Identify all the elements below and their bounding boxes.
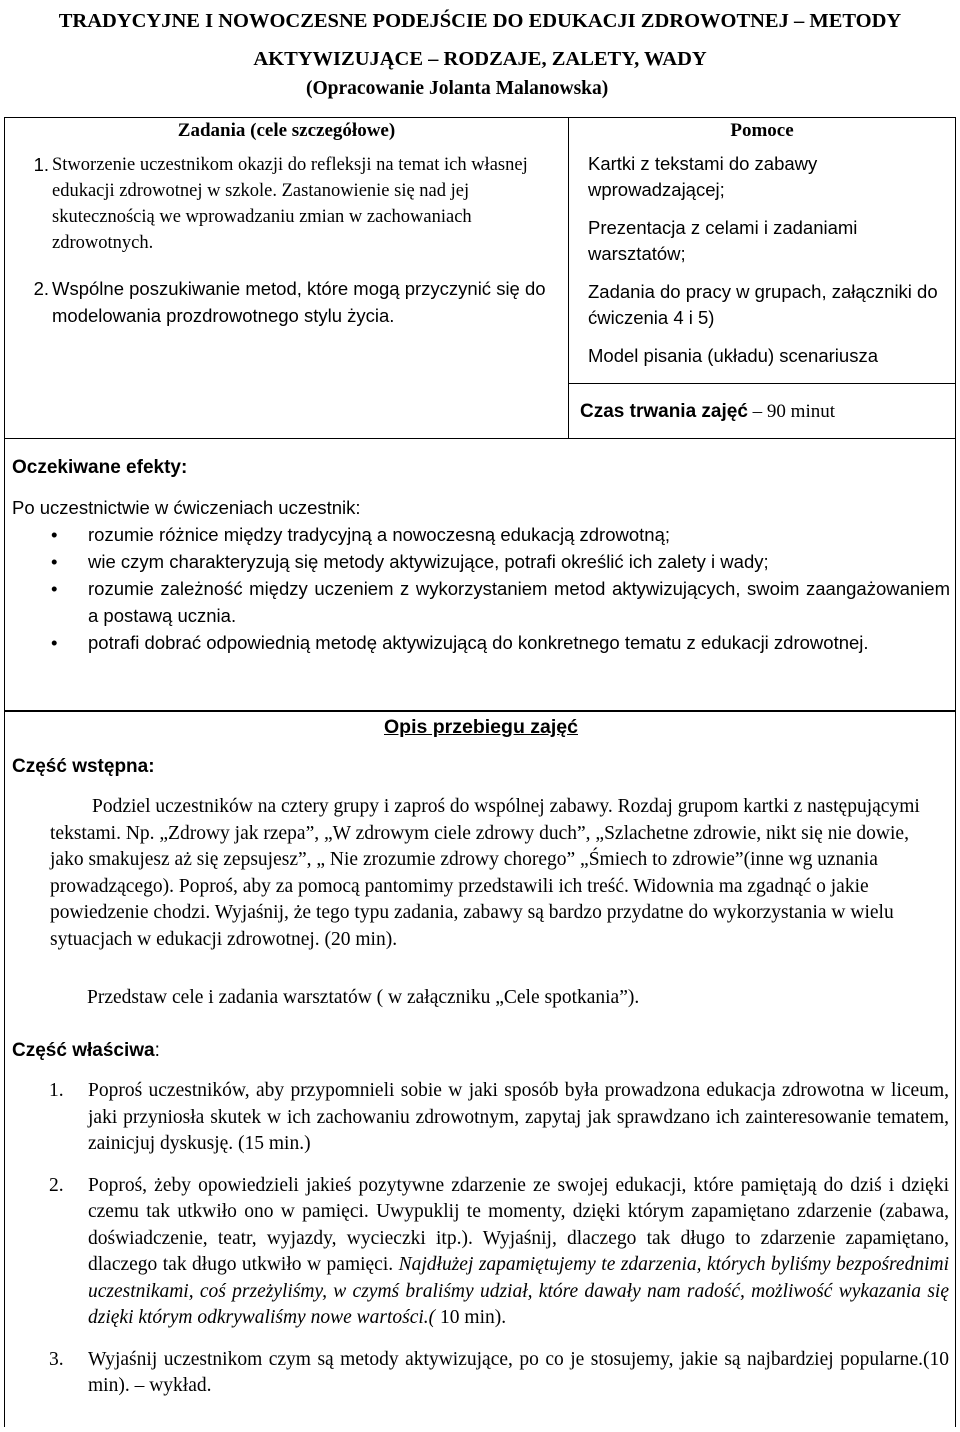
goals-list	[15, 152, 563, 350]
step-tail-text: 10 min).	[435, 1307, 507, 1328]
title-line-2: AKTYWIZUJĄCE – RODZAJE, ZALETY, WADY	[253, 48, 707, 70]
effect-item	[5, 575, 950, 629]
step-text: Wyjaśnij uczestnikom czym są metody aktywizujące, po co je stosujemy, jakie są najbardziej popularne.(10 min). – wykład.	[88, 1348, 949, 1396]
bullet-icon: •	[51, 632, 58, 653]
course-section	[4, 711, 956, 1427]
intro-paragraph-2: Przedstaw cele i zadania warsztatów ( w załączniku „Cele spotkania”).	[87, 987, 640, 1008]
step-number: 3.	[49, 1348, 64, 1370]
step-italic-text: Najdłużej zapamiętujemy te zdarzenia, których byliśmy bezpośrednimi uczestnikami, coś przeżyliśmy, w czymś braliśmy udział, które dawały nam radość, możliwość wykazania się dzięki którym odkrywaliśmy nowe wartości.(	[88, 1254, 949, 1328]
effect-text: wie czym charakteryzują się metody aktywizujące, potrafi określić ich zalety i wady;	[88, 551, 769, 572]
aids-list	[588, 151, 948, 381]
effects-section	[4, 438, 956, 711]
aids-header: Pomoce	[730, 120, 794, 141]
bullet-icon: •	[51, 551, 58, 572]
step-number: 2.	[49, 1174, 64, 1196]
document-title	[0, 2, 960, 78]
main-part-label: Część właściwa	[12, 1040, 155, 1061]
main-part-colon: :	[154, 1040, 160, 1061]
step-item	[49, 1347, 949, 1400]
duration	[580, 401, 835, 423]
goal-number: 2.	[33, 278, 49, 299]
goal-number: 1.	[33, 154, 49, 175]
aid-item: Kartki z tekstami do zabawy wprowadzającej;	[588, 153, 818, 200]
title-line-1: TRADYCYJNE I NOWOCZESNE PODEJŚCIE DO EDUKACJI ZDROWOTNEJ – METODY	[58, 10, 902, 32]
effects-list	[5, 521, 950, 656]
duration-label: Czas trwania zajęć	[580, 401, 748, 422]
aid-item: Zadania do pracy w grupach, załączniki do ćwiczenia 4 i 5)	[588, 281, 938, 328]
effect-text: potrafi dobrać odpowiednią metodę aktywizującą do konkretnego tematu z edukacji zdrowotnej.	[88, 632, 869, 653]
author-note: (Opracowanie Jolanta Malanowska)	[306, 78, 609, 99]
goals-aids-table	[4, 117, 956, 439]
step-text: Poproś uczestników, aby przypomnieli sobie w jaki sposób była prowadzona edukacja zdrowotna w liceum, jaki przyniosła skutek w ich zachowaniu zdrowotnym, zapytaj jak sprawdzano ich zainteresowanie tematem, zainicjuj dyskusję. (15 min.)	[88, 1080, 949, 1154]
course-header: Opis przebiegu zajęć	[384, 716, 578, 738]
effect-item	[5, 629, 950, 656]
goal-item	[15, 152, 563, 256]
bullet-icon: •	[51, 578, 58, 599]
intro-paragraph: Podziel uczestników na cztery grupy i zaproś do wspólnej zabawy. Rozdaj grupom kartki z następującymi tekstami. Np. „Zdrowy jak rzepa”, „W zdrowym ciele zdrowy duch”, „Szlachetne zdrowie, nikt się nie dowie, jako smakujesz aż się zepsujesz”, „ Nie zrozumie zdrowy chorego” „Śmiech to zdrowie”(inne wg uznania prowadzącego). Poproś, aby za pomocą pantomimy przedstawili ich treść. Widownia ma zgadnąć o jakie powiedzenie chodzi. Wyjaśnij, że tego typu zadania, zabawy są bardzo przydatne do wykorzystania w wielu sytuacjach w edukacji zdrowotnej. (20 min).	[50, 796, 920, 950]
duration-value: – 90 minut	[747, 401, 836, 422]
intro-part-header: Część wstępna:	[12, 756, 155, 777]
goal-text: Stworzenie uczestnikom okazji do refleksji na temat ich własnej edukacji zdrowotnej w szkole. Zastanowienie się nad jej skutecznością we wprowadzaniu zmian w zachowaniach zdrowotnych.	[52, 155, 528, 253]
aid-item: Prezentacja z celami i zadaniami warsztatów;	[588, 217, 858, 264]
duration-divider	[568, 383, 955, 384]
goal-item	[15, 276, 563, 330]
effect-text: rozumie zależność między uczeniem z wykorzystaniem metod aktywizujących, swoim zaangażowaniem a postawą ucznia.	[88, 578, 950, 626]
column-divider	[568, 118, 569, 438]
step-item	[49, 1173, 949, 1332]
effects-intro: Po uczestnictwie w ćwiczeniach uczestnik:	[12, 497, 361, 518]
effects-header: Oczekiwane efekty:	[12, 457, 188, 478]
bullet-icon: •	[51, 524, 58, 545]
aid-item: Model pisania (układu) scenariusza	[588, 345, 878, 366]
step-number: 1.	[49, 1080, 64, 1101]
goal-text: Wspólne poszukiwanie metod, które mogą przyczynić się do modelowania prozdrowotnego stylu życia.	[52, 278, 546, 326]
effect-item	[5, 521, 950, 548]
main-part-header	[12, 1040, 160, 1062]
step-text: Poproś, żeby opowiedzieli jakieś pozytywne zdarzenie ze swojej edukacji, które pamiętają do dziś i dzięki czemu tak utkwiło ono w pamięci. Uwypuklij te momenty, dzięki którym zapamiętano zdarzenie (zabawa, doświadczenie, teatr, wyjazdy, wycieczki itp.). Wyjaśnij, dlaczego tak długo to zdarzenie zapamiętano, dlaczego tak długo utkwiło w pamięci.	[88, 1174, 949, 1275]
steps-list	[49, 1078, 949, 1415]
goals-header: Zadania (cele szczegółowe)	[177, 120, 396, 141]
effect-text: rozumie różnice między tradycyjną a nowoczesną edukacją zdrowotną;	[88, 524, 671, 545]
step-item	[49, 1078, 949, 1158]
effect-item	[5, 548, 950, 575]
